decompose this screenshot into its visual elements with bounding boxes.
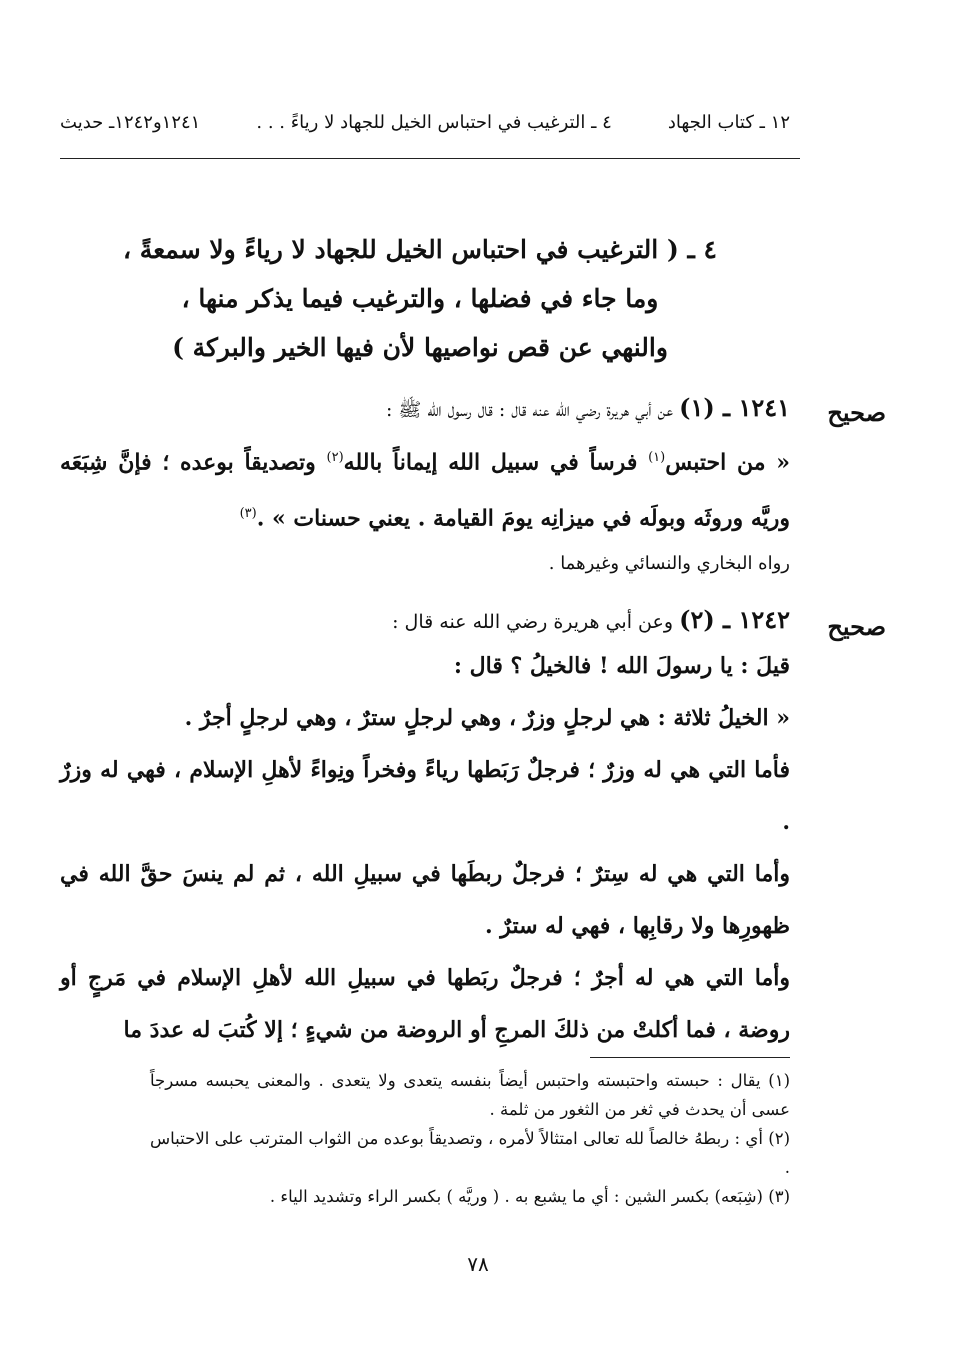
footnote-2: (٢) أي : ربطهُ خالصاً لله تعالى امتثالاً لأمره ، وتصديقاً بوعده من الثواب المترتب على الاحتباس . bbox=[150, 1129, 790, 1177]
hadith-2-intro bbox=[60, 602, 790, 640]
chapter-title-line-2: وما جاء في فضلها ، والترغيب فيما يذكر منها ، bbox=[181, 284, 659, 313]
hadith-2-grade: صحيح bbox=[827, 612, 886, 641]
footnote-divider bbox=[590, 1057, 790, 1058]
header-hadith-range: ١٢٤١و١٢٤٢ـ حديث bbox=[60, 112, 201, 133]
hadith-1 bbox=[60, 390, 790, 579]
header-chapter: ٤ ـ الترغيب في احتباس الخيل للجهاد لا رياءً . . . bbox=[256, 112, 612, 133]
hadith-1-text-b: فرساً في سبيل الله إيماناً بالله bbox=[343, 449, 649, 476]
hadith-1-number: ١٢٤١ ـ (١) bbox=[679, 393, 790, 422]
footnote-ref-1[interactable]: (١) bbox=[648, 450, 666, 465]
page-number: ٧٨ bbox=[467, 1252, 489, 1276]
hadith-1-source: رواه البخاري والنسائي وغيرهما . bbox=[548, 552, 790, 574]
hadith-1-text-a: « من احتبس bbox=[665, 449, 790, 476]
header-book: ١٢ ـ كتاب الجهاد bbox=[667, 112, 790, 133]
chapter-title-line-3: والنهي عن قص نواصيها لأن فيها الخير والبركة ) bbox=[172, 333, 668, 362]
hadith-2-reward: وأما التي هي له أجرٌ ؛ فرجلٌ ربَطها في سبيلِ الله لأهلِ الإسلام في مَرجٍ أو روضة ، فما أكلتْ من ذلكَ المرجِ أو الروضة من شيءٍ ؛ إلا كُتبَ له عددَ ما bbox=[60, 965, 790, 1043]
hadith-1-chain: عن أبي هريرة رضي الله عنه قال : قال رسول الله ﷺ : bbox=[385, 399, 674, 421]
footnote-ref-3[interactable]: (٣) bbox=[239, 506, 257, 522]
running-header bbox=[60, 112, 790, 133]
hadith-1-intro bbox=[60, 390, 790, 428]
chapter-title-line-1: ٤ ـ ( الترغيب في احتباس الخيل للجهاد لا رياءً ولا سمعةً ، bbox=[123, 235, 717, 264]
footnote-ref-2[interactable]: (٢) bbox=[326, 450, 344, 465]
hadith-1-text-c: وتصديقاً بوعده ؛ فإنَّ شِبَعَه وريَّه وروثَه وبولَه في ميزانِه يومَ القيامة . يعني حسنات » . bbox=[60, 449, 790, 532]
hadith-2-answer: « الخيلُ ثلاثة : هي لرجلٍ وزرٌ ، وهي لرجلٍ سترٌ ، وهي لرجلٍ أجرٌ . bbox=[184, 705, 790, 731]
hadith-2-chain: وعن أبي هريرة رضي الله عنه قال : bbox=[392, 611, 674, 633]
hadith-2-text bbox=[60, 640, 790, 1056]
header-divider bbox=[60, 158, 800, 159]
hadith-2-question: قيلَ : يا رسولَ الله ! فالخيلُ ؟ قال : bbox=[453, 653, 790, 679]
hadith-2-shield: وأما التي هي له سِترٌ ؛ فرجلٌ ربطَها في سبيلِ الله ، ثم لم ينسَ حقَّ الله في ظهورِها ولا رقابِها ، فهي له سترٌ . bbox=[60, 861, 790, 939]
footnote-1: (١) يقال : حبسته واحتبسته واحتبس أيضاً بنفسه يتعدى ولا يتعدى . والمعنى يحبسه مسرجاً عسى أن يحدث في ثغر من الثغور من ثلمة . bbox=[150, 1071, 790, 1119]
hadith-1-text bbox=[60, 432, 790, 545]
hadith-2 bbox=[60, 602, 790, 1056]
footnotes bbox=[150, 1066, 790, 1211]
hadith-2-burden: فأما التي هي له وزرٌ ؛ فرجلٌ رَبَطها رياءً وفخراً ونِواءً لأهلِ الإسلام ، فهي له وزرٌ . bbox=[60, 757, 790, 835]
hadith-1-grade: صحيح bbox=[827, 398, 886, 427]
hadith-2-number: ١٢٤٢ ـ (٢) bbox=[679, 605, 790, 634]
chapter-title bbox=[100, 225, 740, 372]
footnote-3: (٣) (شِبَعه) بكسر الشين : أي ما يشبع به . ( وريَّه ) بكسر الراء وتشديد الياء . bbox=[269, 1187, 790, 1206]
